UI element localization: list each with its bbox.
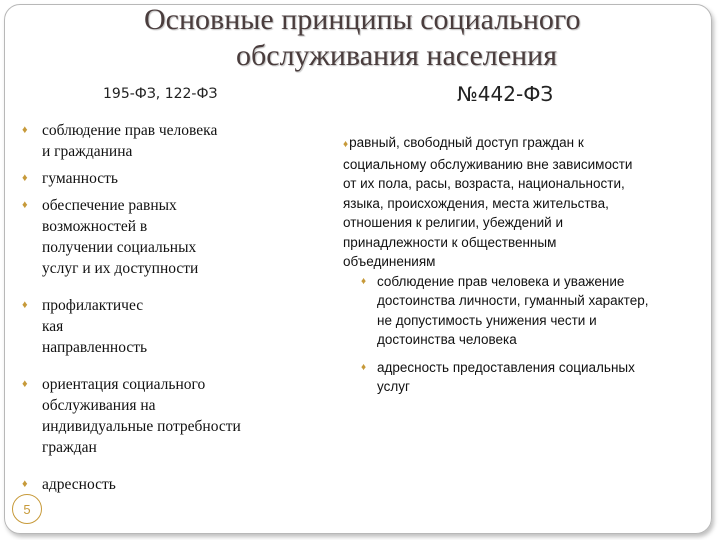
list-item-text-line: возможностей в bbox=[42, 218, 148, 235]
page-number: 5 bbox=[12, 494, 42, 524]
list-item-text-line: кая bbox=[42, 318, 64, 335]
left-list-item bbox=[22, 295, 282, 358]
right-law-heading: №442-ФЗ bbox=[457, 82, 554, 106]
list-item-text-line: от их пола, расы, возраста, национальности, bbox=[343, 176, 625, 191]
right-list-item bbox=[343, 272, 693, 350]
diamond-bullet-icon: ♦ bbox=[361, 275, 367, 287]
list-item-text-line: отношения к религии, убеждений и bbox=[343, 215, 563, 230]
list-item-text-line: соблюдение прав человека bbox=[42, 122, 218, 139]
diamond-bullet-icon: ♦ bbox=[361, 361, 367, 373]
title-line-2: обслуживания населения bbox=[236, 39, 557, 72]
diamond-bullet-icon: ♦ bbox=[22, 172, 28, 184]
list-item-text-line: социальному обслуживанию вне зависимости bbox=[343, 156, 633, 172]
right-principles-list bbox=[343, 272, 693, 397]
list-item-text-line: принадлежности к общественным bbox=[343, 234, 557, 250]
left-list-item bbox=[22, 474, 282, 495]
list-item-text-line: объединениям bbox=[343, 254, 436, 269]
list-item-text-line: ориентация социального bbox=[42, 376, 206, 393]
list-item-text-line: гуманность bbox=[42, 170, 118, 187]
list-item-text-line: адресность предоставления социальных bbox=[377, 359, 635, 375]
list-item-text-line: профилактичес bbox=[42, 297, 144, 314]
left-list-item bbox=[22, 195, 282, 279]
title-line-1: Основные принципы социального bbox=[144, 3, 581, 36]
list-item-text-line: достоинства человека bbox=[377, 332, 517, 347]
list-item-text-line: адресность bbox=[42, 476, 116, 493]
diamond-bullet-icon: ♦ bbox=[22, 478, 28, 490]
diamond-bullet-icon: ♦ bbox=[343, 139, 349, 150]
diamond-bullet-icon: ♦ bbox=[22, 199, 28, 211]
list-item-text-line: обеспечение равных bbox=[42, 197, 177, 214]
left-principles-list bbox=[22, 120, 282, 501]
list-item-text-line: и гражданина bbox=[42, 143, 133, 160]
list-item-text-line: не допустимость унижения чести и bbox=[377, 312, 597, 328]
list-item-text-line: граждан bbox=[42, 439, 97, 456]
list-item-text-line: достоинства личности, гуманный характер, bbox=[377, 293, 649, 308]
list-item-text-line: индивидуальные потребности bbox=[42, 418, 241, 435]
left-law-heading: 195-ФЗ, 122-ФЗ bbox=[103, 86, 218, 102]
right-list-item bbox=[343, 358, 693, 397]
slide-title bbox=[130, 2, 670, 74]
diamond-bullet-icon: ♦ bbox=[22, 299, 28, 311]
right-principles-block bbox=[343, 133, 693, 405]
left-list-item bbox=[22, 120, 282, 162]
left-list-item bbox=[22, 168, 282, 189]
list-item-text-line: равный, свободный доступ граждан к bbox=[349, 135, 584, 150]
list-item-text-line: языка, происхождения, места жительства, bbox=[343, 195, 609, 211]
diamond-bullet-icon: ♦ bbox=[22, 124, 28, 136]
list-item-text-line: направленность bbox=[42, 339, 148, 356]
list-item-text-line: соблюдение прав человека и уважение bbox=[377, 273, 625, 289]
diamond-bullet-icon: ♦ bbox=[22, 378, 28, 390]
left-list-item bbox=[22, 374, 282, 458]
list-item-text-line: услуг и их доступности bbox=[42, 260, 199, 277]
right-intro-item bbox=[343, 133, 693, 272]
list-item-text-line: обслуживания на bbox=[42, 397, 156, 414]
list-item-text-line: услуг bbox=[377, 379, 410, 394]
list-item-text-line: получении социальных bbox=[42, 239, 197, 256]
